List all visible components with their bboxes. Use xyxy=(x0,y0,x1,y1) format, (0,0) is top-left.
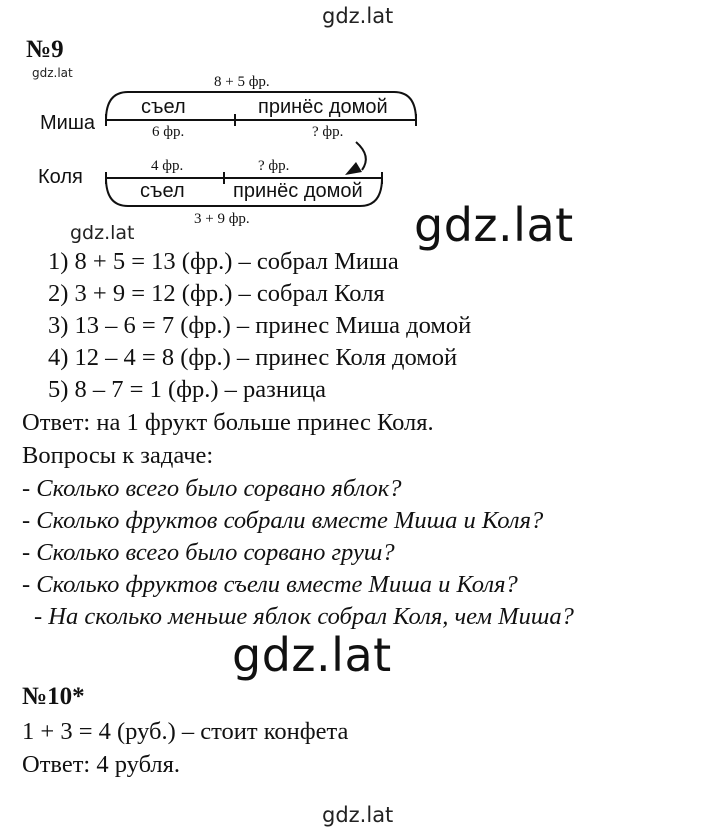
question-item: - Сколько фруктов съели вместе Миша и Коля? xyxy=(22,571,518,598)
task10-solution: 1 + 3 = 4 (руб.) – стоит конфета xyxy=(22,718,349,745)
task10-answer: Ответ: 4 рубля. xyxy=(22,751,181,778)
watermark-top: gdz.lat xyxy=(322,4,394,28)
misha-part2-value: ? фр. xyxy=(312,124,344,140)
solution-step: 1) 8 + 5 = 13 (фр.) – собрал Миша xyxy=(48,248,399,275)
kolya-part2-label: принёс домой xyxy=(233,180,363,202)
kolya-part1-label: съел xyxy=(140,180,185,202)
watermark-under-heading: gdz.lat xyxy=(32,66,73,80)
watermark-lower-big: gdz.lat xyxy=(232,628,392,682)
task9-answer: Ответ: на 1 фрукт больше принес Коля. xyxy=(22,409,434,436)
questions-title: Вопросы к задаче: xyxy=(22,442,214,469)
solution-step: 5) 8 – 7 = 1 (фр.) – разница xyxy=(48,376,327,403)
kolya-part2-value: ? фр. xyxy=(258,158,290,174)
task10-heading: №10* xyxy=(22,683,85,710)
solution-step: 2) 3 + 9 = 12 (фр.) – собрал Коля xyxy=(48,280,385,307)
question-item: - Сколько всего было сорвано яблок? xyxy=(22,475,402,502)
question-item: - Сколько фруктов собрали вместе Миша и Коля? xyxy=(22,507,544,534)
misha-part2-label: принёс домой xyxy=(258,96,388,118)
misha-total-label: 8 + 5 фр. xyxy=(214,74,270,90)
watermark-mid-small: gdz.lat xyxy=(70,222,135,244)
watermark-bottom: gdz.lat xyxy=(322,803,394,827)
question-item: - На сколько меньше яблок собрал Коля, чем Миша? xyxy=(34,603,574,630)
kolya-name-label: Коля xyxy=(38,166,83,188)
misha-part1-value: 6 фр. xyxy=(152,124,185,140)
question-item: - Сколько всего было сорвано груш? xyxy=(22,539,395,566)
misha-name-label: Миша xyxy=(40,112,95,134)
misha-part1-label: съел xyxy=(141,96,186,118)
task9-heading: №9 xyxy=(26,36,64,63)
kolya-part1-value: 4 фр. xyxy=(151,158,184,174)
watermark-mid-big: gdz.lat xyxy=(414,198,574,252)
solution-step: 3) 13 – 6 = 7 (фр.) – принес Миша домой xyxy=(48,312,472,339)
arrow-head xyxy=(345,162,362,175)
solution-step: 4) 12 – 4 = 8 (фр.) – принес Коля домой xyxy=(48,344,458,371)
kolya-total-label: 3 + 9 фр. xyxy=(194,211,250,227)
